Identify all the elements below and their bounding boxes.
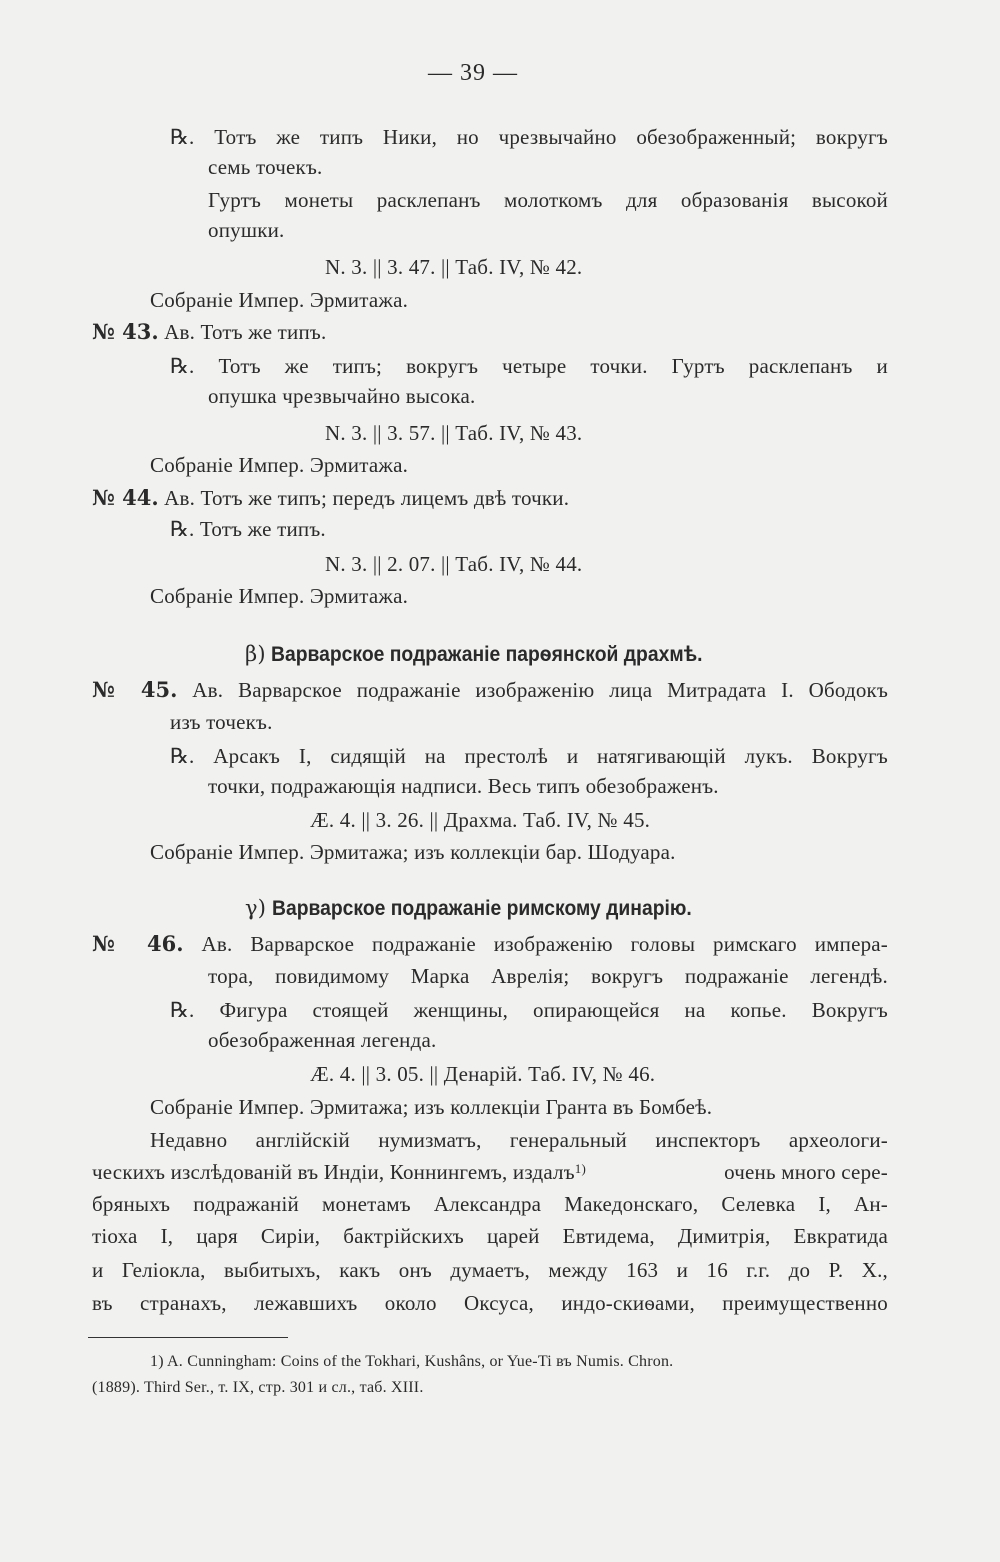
metrology-line: N. 3. || 3. 57. || Таб. IV, № 43. (325, 421, 583, 445)
text-line: опушка чрезвычайно высока. (208, 384, 476, 408)
obverse-text: Ав. Тотъ же типъ; передъ лицемъ двѣ точки. (164, 486, 570, 510)
footnote-line: (1889). Third Ser., т. IX, стр. 301 и сл., таб. XIII. (92, 1379, 424, 1396)
obverse-text: Ав. Тотъ же типъ. (164, 320, 327, 344)
entry-44 (92, 484, 569, 512)
metrology-line: N. 3. || 2. 07. || Таб. IV, № 44. (325, 552, 583, 576)
page-number: — 39 — (428, 60, 518, 86)
text-line: ℞. Тотъ же типъ. (170, 517, 326, 541)
heading-text: Варварское подражаніе римскому динарію. (271, 897, 692, 920)
paragraph-fragment: ческихъ изслѣдованій въ Индіи, Коннингемъ, издалъ$^{1)}$ (92, 1160, 587, 1184)
text-line: изъ точекъ. (170, 710, 273, 734)
paragraph-line (92, 1158, 888, 1186)
text-line: семь точекъ. (208, 155, 323, 179)
paragraph-line: и Геліокла, выбитыхъ, какъ онъ думаетъ, между 163 и 16 г.г. до Р. Х., (92, 1258, 888, 1282)
heading-letter: β) (245, 642, 266, 666)
text-line: ℞. Тотъ же типъ; вокругъ четыре точки. Гуртъ расклепанъ и (170, 354, 888, 378)
entry-number: № 44. (92, 485, 159, 510)
paragraph-line: тіоха I, царя Сиріи, бактрійскихъ царей Евтидема, Димитрія, Евкратида (92, 1224, 888, 1248)
text-line: тора, повидимому Марка Аврелія; вокругъ подражаніе легендѣ. (208, 964, 888, 988)
heading-letter: γ) (245, 896, 267, 920)
paragraph-line: бряныхъ подражаній монетамъ Александра Македонскаго, Селевка I, Ан- (92, 1192, 888, 1216)
footnote-separator (88, 1337, 288, 1338)
entry-43 (92, 318, 326, 346)
section-heading-gamma (245, 894, 728, 923)
paragraph-fragment: очень много сере- (724, 1160, 888, 1184)
paragraph-line: въ странахъ, лежавшихъ около Оксуса, индо-скиѳами, преимущественно (92, 1291, 888, 1315)
entry-number: № 45. (92, 677, 178, 702)
metrology-line: Æ. 4. || 3. 26. || Драхма. Таб. IV, № 45. (310, 808, 651, 832)
text-line: ℞. Фигура стоящей женщины, опирающейся на копье. Вокругъ (170, 998, 888, 1022)
text-line: ℞. Арсакъ I, сидящій на престолѣ и натягивающій лукъ. Вокругъ (170, 744, 888, 768)
metrology-line: Æ. 4. || 3. 05. || Денарій. Таб. IV, № 46. (310, 1062, 656, 1086)
collection-line: Собраніе Импер. Эрмитажа. (150, 453, 409, 477)
text-line: ℞. Тотъ же типъ Ники, но чрезвычайно обезображенный; вокругъ (170, 125, 888, 149)
footnote-ref: 1) (574, 1161, 587, 1176)
collection-line: Собраніе Импер. Эрмитажа. (150, 584, 409, 608)
footnote-line: 1) A. Cunningham: Coins of the Tokhari, Kushâns, or Yue-Ti въ Numis. Chron. (150, 1353, 674, 1370)
collection-line: Собраніе Импер. Эрмитажа; изъ коллекціи бар. Шодуара. (150, 840, 676, 864)
paragraph-line: Недавно англійскій нумизматъ, генеральный инспекторъ археологи- (150, 1128, 888, 1152)
section-heading-beta (245, 640, 740, 669)
obverse-text: Ав. Варварское подражаніе изображенію лица Митрадата I. Ободокъ (192, 678, 888, 702)
entry-number: № 43. (92, 319, 159, 344)
obverse-text: Ав. Варварское подражаніе изображенію головы римскаго импера- (201, 932, 888, 956)
entry-46 (92, 930, 888, 958)
collection-line: Собраніе Импер. Эрмитажа. (150, 288, 409, 312)
text-line: опушки. (208, 218, 285, 242)
text-line: Гуртъ монеты расклепанъ молоткомъ для образованія высокой (208, 188, 888, 212)
text-line: точки, подражающія надписи. Весь типъ обезображенъ. (208, 774, 719, 798)
collection-line: Собраніе Импер. Эрмитажа; изъ коллекціи Гранта въ Бомбеѣ. (150, 1095, 713, 1119)
text-line: обезображенная легенда. (208, 1028, 437, 1052)
entry-number: № 46. (92, 931, 184, 956)
entry-45 (92, 676, 888, 704)
metrology-line: N. 3. || 3. 47. || Таб. IV, № 42. (325, 255, 583, 279)
heading-text: Варварское подражаніе парѳянской драхмѣ. (271, 643, 703, 666)
